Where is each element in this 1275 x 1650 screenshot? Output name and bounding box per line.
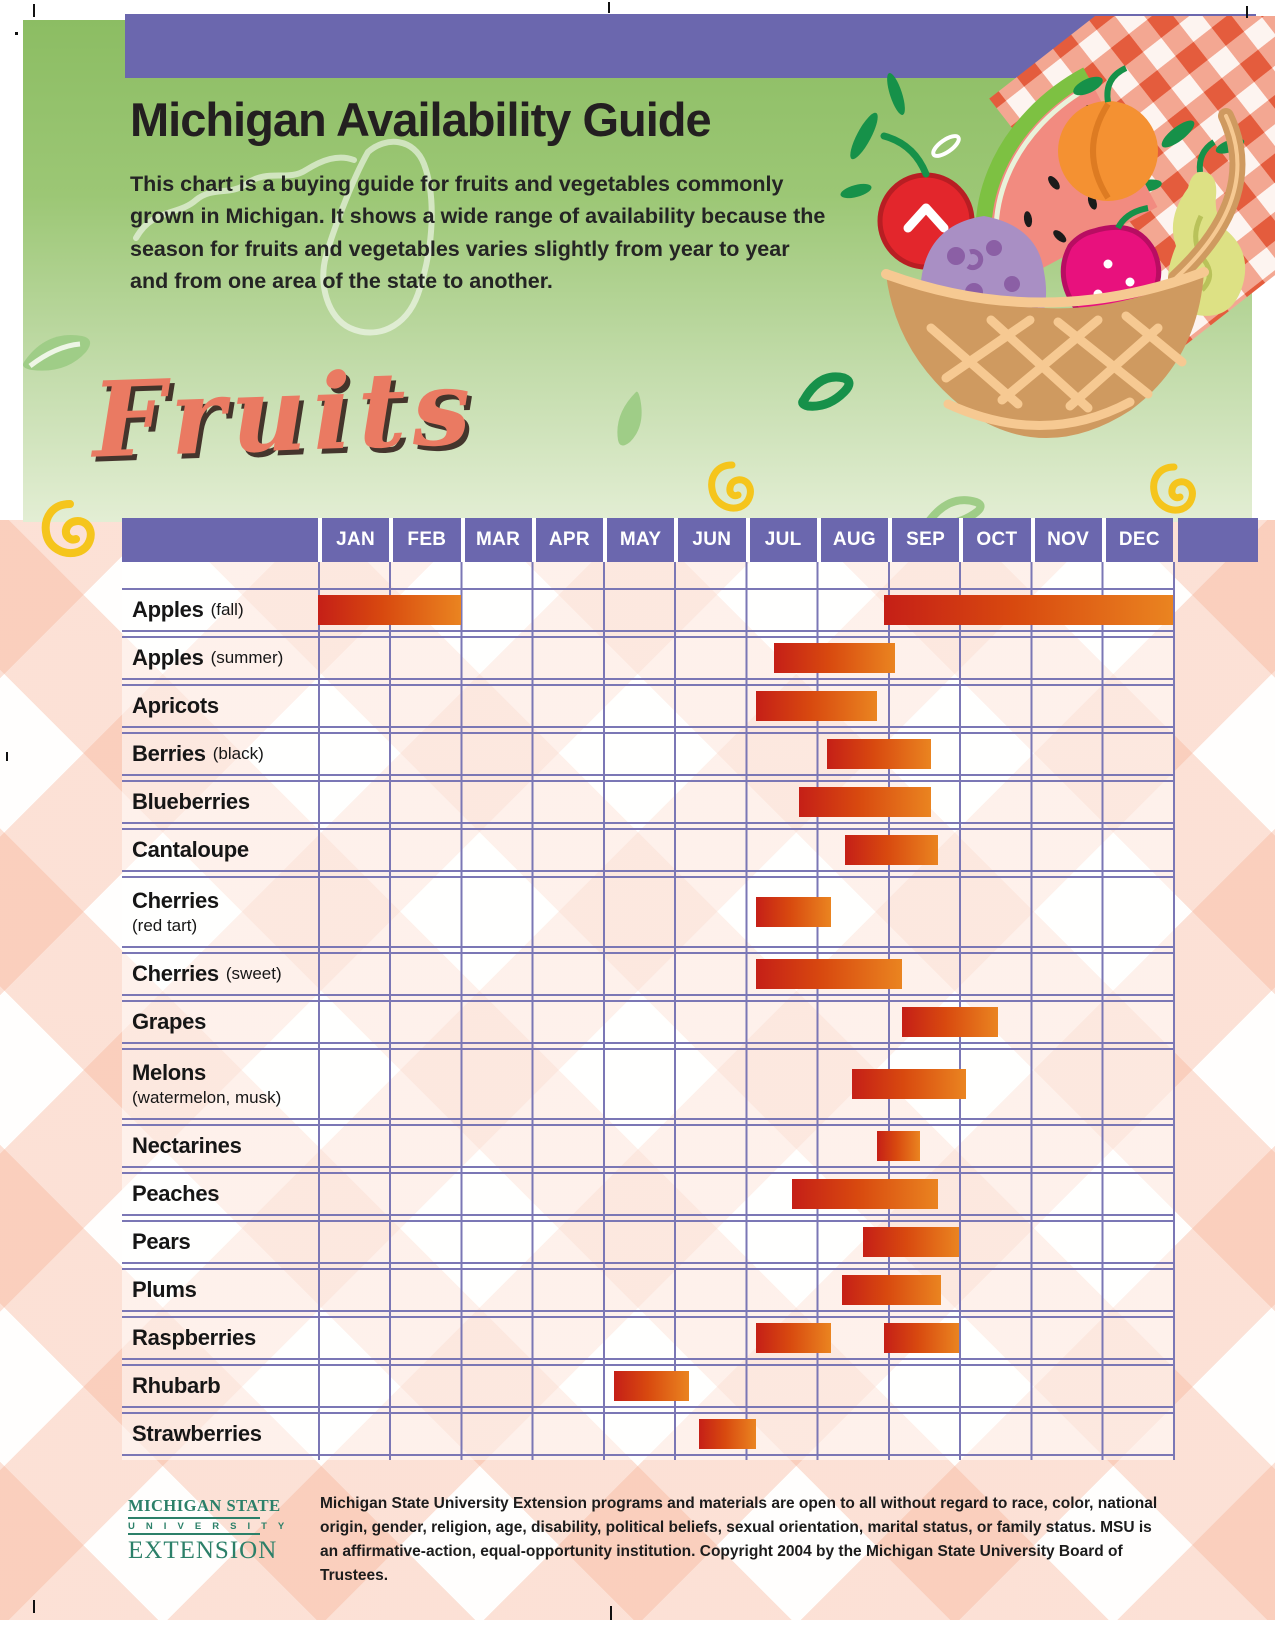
crop-mark — [610, 1606, 612, 1620]
fruit-label — [122, 830, 318, 870]
crop-mark — [33, 1600, 35, 1613]
fruit-name: Cherries — [132, 888, 219, 913]
fruit-name: Melons — [132, 1060, 206, 1085]
fruit-name: Raspberries — [132, 1325, 256, 1350]
intro-paragraph: This chart is a buying guide for fruits and vegetables commonly grown in Michigan. It shows a wide range of availability because the season for fruits and vegetables varies slightly from year to year and from one area of the state to another. — [130, 172, 826, 293]
month-cell: JUN — [674, 518, 745, 562]
logo-line-university: U N I V E R S I T Y — [128, 1521, 289, 1532]
availability-bar — [756, 897, 831, 927]
fruit-name: Pears — [132, 1229, 191, 1254]
fruit-label — [122, 954, 318, 994]
availability-bar — [842, 1275, 942, 1305]
month-cell: APR — [532, 518, 603, 562]
fruit-name: Berries — [132, 741, 206, 766]
logo-line-extension: EXTENSION — [128, 1537, 278, 1564]
fruit-qualifier: (fall) — [210, 600, 244, 619]
fruit-row — [122, 1220, 1173, 1264]
month-cell: OCT — [959, 518, 1030, 562]
fruit-name: Nectarines — [132, 1133, 242, 1158]
fruit-label — [122, 590, 318, 630]
fruit-label — [122, 878, 318, 946]
yellow-spiral-icon — [1148, 462, 1200, 518]
section-title-fruits: Fruits — [89, 345, 479, 482]
fruit-name: Apricots — [132, 693, 219, 718]
fruit-label — [122, 638, 318, 678]
fruit-row — [122, 952, 1173, 996]
fruit-label — [122, 1366, 318, 1406]
fruit-label — [122, 1270, 318, 1310]
availability-bar — [774, 643, 895, 673]
month-cell: NOV — [1031, 518, 1102, 562]
fruit-label — [122, 782, 318, 822]
fruit-name: Apples — [132, 645, 204, 670]
fruit-row — [122, 780, 1173, 824]
yellow-spiral-icon — [706, 460, 758, 516]
crop-mark — [33, 4, 35, 17]
fruit-row — [122, 1364, 1173, 1408]
fruit-qualifier: (summer) — [210, 648, 284, 667]
legal-text: Michigan State University Extension programs and materials are open to all without regard to race, color, national origin, gender, religion, age, disability, political beliefs, sexual orientation, marital status, or family status. MSU is an affirmative-action, equal-opportunity institution. Copyright 2004 by the Michigan State University Board of Trustees. — [320, 1495, 1158, 1585]
fruit-row — [122, 1268, 1173, 1312]
availability-bar — [884, 1323, 959, 1353]
month-cell: JUL — [746, 518, 817, 562]
fruit-label — [122, 686, 318, 726]
fruit-row — [122, 1316, 1173, 1360]
month-cell: AUG — [817, 518, 888, 562]
fruit-row — [122, 1124, 1173, 1168]
fruit-row — [122, 828, 1173, 872]
page-title: Michigan Availability Guide — [130, 93, 711, 146]
fruit-name: Grapes — [132, 1009, 207, 1034]
availability-bar — [845, 835, 938, 865]
fruit-label — [122, 1050, 318, 1118]
fruit-row — [122, 1412, 1173, 1456]
month-header-empty-cell — [122, 518, 318, 562]
yellow-spiral-icon — [40, 498, 100, 560]
fruit-name: Apples — [132, 597, 204, 622]
availability-bar — [827, 739, 930, 769]
fruit-row — [122, 732, 1173, 776]
availability-chart — [122, 562, 1173, 1460]
fruit-row — [122, 684, 1173, 728]
fruit-name: Rhubarb — [132, 1373, 221, 1398]
month-cell: SEP — [888, 518, 959, 562]
month-cell: DEC — [1102, 518, 1173, 562]
logo-line-michigan-state: MICHIGAN STATE — [128, 1496, 281, 1515]
fruit-row — [122, 1048, 1173, 1120]
fruit-qualifier: (sweet) — [225, 964, 282, 983]
month-cell: FEB — [389, 518, 460, 562]
fruit-basket-illustration — [826, 16, 1275, 456]
fruit-row — [122, 636, 1173, 680]
availability-bar — [614, 1371, 689, 1401]
fruit-name: Cantaloupe — [132, 837, 249, 862]
availability-bar — [902, 1007, 998, 1037]
availability-bar — [756, 959, 902, 989]
availability-bar — [756, 1323, 831, 1353]
crop-mark — [1246, 6, 1248, 18]
fruit-label — [122, 734, 318, 774]
fruit-label — [122, 1174, 318, 1214]
green-swirl-icon — [794, 366, 858, 414]
fruit-row — [122, 1172, 1173, 1216]
availability-bar — [863, 1227, 959, 1257]
crop-mark — [608, 2, 610, 13]
availability-bar — [756, 691, 877, 721]
fruit-name: Plums — [132, 1277, 197, 1302]
fruit-label — [122, 1318, 318, 1358]
fruit-name: Cherries — [132, 961, 219, 986]
fruit-label — [122, 1414, 318, 1454]
logo-rule — [128, 1533, 260, 1535]
availability-bar — [699, 1419, 756, 1449]
month-header-row — [122, 518, 1173, 562]
availability-bar — [852, 1069, 966, 1099]
month-cell: MAY — [603, 518, 674, 562]
fruit-qualifier: (red tart) — [132, 916, 198, 935]
fruit-qualifier: (black) — [212, 744, 264, 763]
fruit-name: Blueberries — [132, 789, 250, 814]
availability-bar — [877, 1131, 920, 1161]
msu-extension-logo — [128, 1496, 289, 1565]
fruit-name: Peaches — [132, 1181, 220, 1206]
logo-rule — [128, 1517, 260, 1519]
fruit-label — [122, 1002, 318, 1042]
availability-bar — [318, 595, 461, 625]
availability-bar — [792, 1179, 938, 1209]
fruit-label — [122, 1126, 318, 1166]
month-header-trailing-cell — [1178, 518, 1258, 562]
availability-bar — [884, 595, 1173, 625]
fruit-row — [122, 876, 1173, 948]
crop-mark — [15, 32, 18, 35]
fruit-row — [122, 1000, 1173, 1044]
crop-mark — [6, 752, 8, 761]
leaf-icon — [606, 388, 648, 452]
availability-bar — [799, 787, 931, 817]
month-cell: MAR — [461, 518, 532, 562]
leaf-icon — [16, 322, 102, 384]
fruit-row — [122, 588, 1173, 632]
chart-top-spacer — [122, 562, 1173, 588]
fruit-qualifier: (watermelon, musk) — [132, 1088, 282, 1107]
fruit-label — [122, 1222, 318, 1262]
fruit-name: Strawberries — [132, 1421, 262, 1446]
month-cell: JAN — [318, 518, 389, 562]
